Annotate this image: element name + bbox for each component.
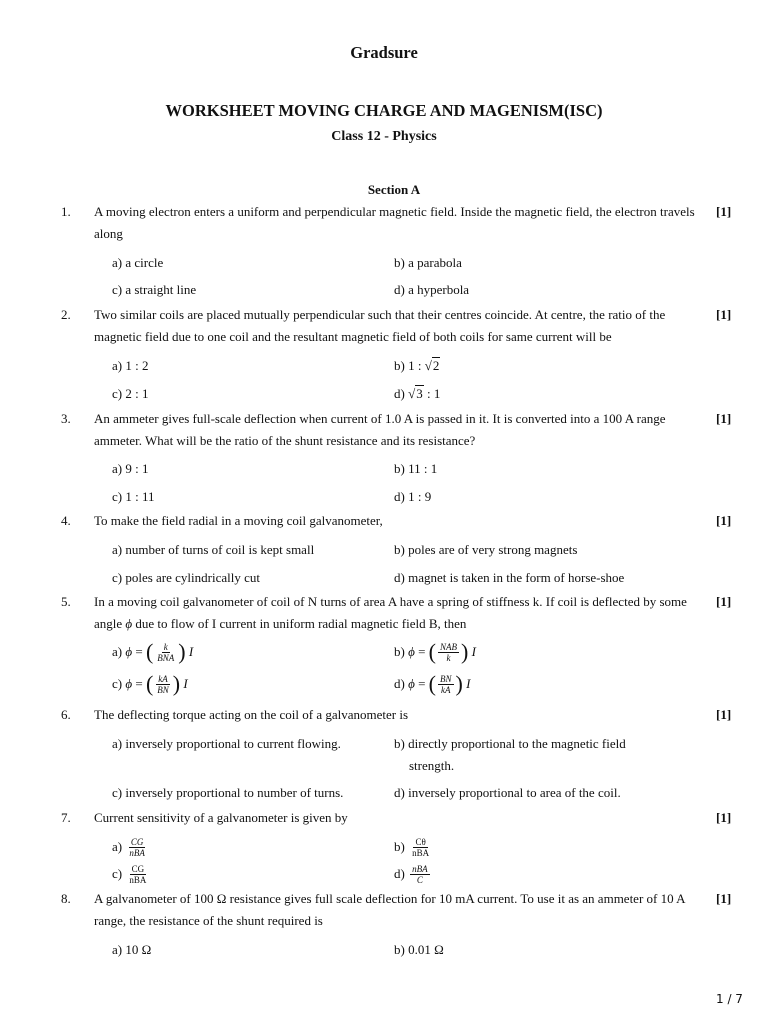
question-marks: [1] xyxy=(716,307,732,322)
option-c: c) inversely proportional to number of turns. xyxy=(112,785,344,800)
option-d: d) $\frac{\text{nBA}}{C}$ xyxy=(394,863,428,885)
question-number: 8. xyxy=(61,891,71,906)
option-c: c) 2 : 1 xyxy=(112,386,149,401)
option-b: b) 1 : √2 xyxy=(394,355,654,377)
question-text: Current sensitivity of a galvanometer is given by xyxy=(94,810,348,825)
option-a: a) 10 Ω xyxy=(112,942,152,957)
option-d: d) ϕ = ( $\frac{BN}{kA}$ ) I xyxy=(394,671,471,696)
question-marks: [1] xyxy=(716,810,732,825)
question-marks: [1] xyxy=(716,204,732,219)
option-b: b) directly proportional to the magnetic field xyxy=(394,736,626,751)
question-marks: [1] xyxy=(716,513,732,528)
page-number: 1 / 7 xyxy=(716,992,743,1006)
fraction: $\frac{BN}{kA}$ xyxy=(440,673,452,695)
option-c: c) poles are cylindrically cut xyxy=(112,570,260,585)
option-d: d) a hyperbola xyxy=(394,282,470,297)
option-a: a) number of turns of coil is kept small xyxy=(112,542,315,557)
option-a: a) a circle xyxy=(112,255,164,270)
option-b-continued: strength. xyxy=(409,758,455,773)
option-b: b) $\frac{C\theta}{\text{nBA}}$ xyxy=(394,836,430,858)
fraction: $\frac{CG}{\text{nBA}}$ xyxy=(129,863,147,885)
option-d: d) √3 : 1 xyxy=(394,383,654,405)
worksheet-subtitle: Class 12 - Physics xyxy=(331,129,437,144)
worksheet-title: WORKSHEET MOVING CHARGE AND MAGENISM(ISC) xyxy=(165,101,603,120)
brand-title: Gradsure xyxy=(350,43,418,62)
question-text: A moving electron enters a uniform and perpendicular magnetic field. Inside the magnetic field, the electron travels along xyxy=(94,204,695,241)
question-number: 4. xyxy=(61,513,71,528)
question-number: 7. xyxy=(61,810,71,825)
option-c: c) $\frac{CG}{\text{nBA}}$ xyxy=(112,863,147,885)
option-d: d) 1 : 9 xyxy=(394,489,432,504)
option-b: b) 11 : 1 xyxy=(394,461,438,476)
fraction: $\frac{C\theta}{\text{nBA}}$ xyxy=(412,836,430,858)
option-b: b) 0.01 Ω xyxy=(394,942,444,957)
option-c: c) a straight line xyxy=(112,282,197,297)
question-number: 1. xyxy=(61,204,71,219)
question-text: In a moving coil galvanometer of coil of N turns of area A have a spring of stiffness k. If coil is deflected by some angle ϕ due to flow of I current in uniform radial magnetic field B, then xyxy=(94,594,687,631)
question-marks: [1] xyxy=(716,891,732,906)
option-a: a) inversely proportional to current flowing. xyxy=(112,736,341,751)
option-a: a) 1 : 2 xyxy=(112,358,149,373)
option-a: a) 9 : 1 xyxy=(112,461,149,476)
question-text: Two similar coils are placed mutually perpendicular such that their centres coincide. At centre, the ratio of the magnetic field due to one coil and the resultant magnetic field of both coils for same current will be xyxy=(94,307,666,344)
question-text: To make the field radial in a moving coil galvanometer, xyxy=(94,513,383,528)
question-marks: [1] xyxy=(716,707,732,722)
question-number: 2. xyxy=(61,307,71,322)
fraction: $\frac{CG}{\text{nBA}}$ xyxy=(129,836,145,858)
fraction: $\frac{\text{nBA}}{C}$ xyxy=(412,863,428,885)
sqrt-symbol: √2 xyxy=(424,358,440,373)
fraction: $\frac{\text{NAB}}{k}$ xyxy=(440,641,457,663)
option-d: d) magnet is taken in the form of horse-shoe xyxy=(394,570,625,585)
question-number: 3. xyxy=(61,411,71,426)
question-marks: [1] xyxy=(716,594,732,609)
option-c: c) ϕ = ( $\frac{kA}{BN}$ ) I xyxy=(112,671,188,696)
option-b: b) a parabola xyxy=(394,255,462,270)
question-text: An ammeter gives full-scale deflection when current of 1.0 A is passed in it. It is converted into a 100 A range ammeter. What will be the ratio of the shunt resistance and its resistance? xyxy=(94,411,666,448)
question-number: 6. xyxy=(61,707,71,722)
question-number: 5. xyxy=(61,594,71,609)
section-heading: Section A xyxy=(367,182,421,197)
option-b: b) poles are of very strong magnets xyxy=(394,542,578,557)
question-text: A galvanometer of 100 Ω resistance gives full scale deflection for 10 mA current. To use it as an ammeter of 10 A range, the resistance of the shunt required is xyxy=(94,891,685,928)
option-c: c) 1 : 11 xyxy=(112,489,155,504)
fraction: $\frac{kA}{BN}$ xyxy=(157,673,169,695)
question-marks: [1] xyxy=(716,411,732,426)
option-a: a) ϕ = ( $\frac{k}{\text{BNA}}$ ) I xyxy=(112,639,194,664)
sqrt-symbol: √3 xyxy=(408,386,423,401)
fraction: $\frac{k}{\text{BNA}}$ xyxy=(157,641,175,663)
option-d: d) inversely proportional to area of the coil. xyxy=(394,785,621,800)
option-a: a) $\frac{CG}{\text{nBA}}$ xyxy=(112,836,145,858)
question-text: The deflecting torque acting on the coil of a galvanometer is xyxy=(94,707,409,722)
option-b: b) ϕ = ( $\frac{\text{NAB}}{k}$ ) I xyxy=(394,639,476,664)
